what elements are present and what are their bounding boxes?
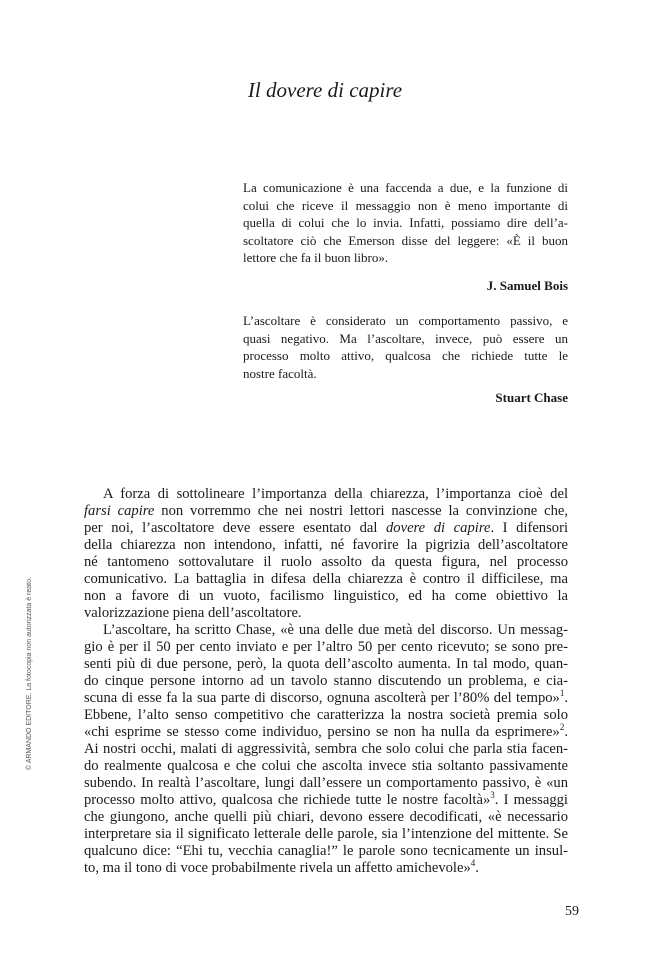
epigraph-line: L’ascoltare è considerato un comportamento passivo, e [243, 313, 568, 328]
text-segment: qualcuno dice: “Ehi tu, vecchia canaglia!” le parole sono tecnicamente un insul- [84, 843, 568, 859]
body-line [84, 758, 568, 775]
copyright-notice: © ARMANDO EDITORE. La fotocopia non autorizzata è reato. [26, 577, 33, 770]
text-segment: per noi, l’ascoltatore deve essere esentato dal [84, 520, 386, 536]
body-line [84, 537, 568, 554]
italic-text: farsi capire [84, 503, 155, 519]
text-segment: scuna di esse fa la sua parte di discorso, ognuna ascolterà per l’80% del tempo» [84, 690, 560, 706]
text-segment: valorizzazione piena dell’ascoltatore. [84, 605, 302, 621]
text-segment: «chi esprime se stesso come individuo, persino se non ha nulla da esprimere» [84, 724, 560, 740]
body-line [84, 571, 568, 588]
text-segment: Ebbene, l’alto senso competitivo che caratterizza la nostra società premia solo [84, 707, 568, 723]
italic-text: dovere di capire [386, 520, 491, 536]
text-segment: do realmente qualcosa e che colui che ascolta invece stia soltanto passivamente [84, 758, 568, 774]
text-segment: che giungono, anche quelli più chiari, devono essere decodificati, «è necessario [84, 809, 568, 825]
text-segment: senti più di due persone, però, la quota dell’ascolto aumenta. In tal modo, quan- [84, 656, 568, 672]
epigraph-line: lettore che fa il buon libro». [243, 250, 389, 266]
epigraph-2 [243, 312, 568, 382]
text-segment: L’ascoltare, ha scritto Chase, «è una delle due metà del discorso. Un messag- [103, 622, 568, 638]
body-line [84, 724, 568, 741]
footnote-marker: 3 [490, 790, 495, 801]
epigraph-line: La comunicazione è una faccenda a due, e la funzione di [243, 180, 568, 195]
text-segment: gio è per il 50 per cento inviato e per l’altro 50 per cento ricevuto; se sono pre- [84, 639, 568, 655]
epigraph-line: scoltatore ciò che Emerson disse del leggere: «È il buon [243, 232, 568, 248]
body-line [84, 486, 568, 503]
body-line [84, 588, 568, 605]
body-line [84, 622, 568, 639]
text-segment: . [564, 690, 568, 706]
text-segment: A forza di sottolineare l’importanza della chiarezza, l’importanza cioè del [103, 486, 568, 502]
body-line [84, 554, 568, 571]
epigraph-1-author: J. Samuel Bois [486, 278, 568, 293]
text-segment: . I difensori [490, 520, 568, 536]
page-number: 59 [565, 904, 579, 919]
epigraph-line: nostre facoltà. [243, 365, 317, 381]
text-segment: processo molto attivo, qualcosa che richiede tutte le nostre facoltà» [84, 792, 491, 808]
epigraph-line: quasi negativo. Ma l’ascoltare, invece, può essere un [243, 330, 568, 346]
body-text [84, 486, 568, 877]
body-line [84, 792, 568, 809]
body-line [84, 741, 568, 758]
body-line [84, 520, 568, 537]
text-segment: . [475, 860, 479, 876]
text-segment: to, ma il tono di voce probabilmente rivela un affetto amichevole» [84, 860, 471, 876]
body-line [84, 503, 568, 520]
text-segment: non a favore di un vuoto, facilismo linguistico, ed ha come obiettivo la [84, 588, 568, 604]
text-segment: della chiarezza non intendono, infatti, né favorire la pigrizia dell’ascoltatore [84, 537, 568, 553]
body-line [84, 605, 568, 622]
text-segment: né tantomeno sottovalutare il ruolo assolto da questa figura, nel processo [84, 554, 568, 570]
epigraph-line: processo molto attivo, qualcosa che richiede tutte le [243, 348, 568, 364]
epigraph-line: quella di colui che lo invia. Infatti, possiamo dire dell’a- [243, 215, 568, 231]
chapter-title: Il dovere di capire [247, 78, 403, 102]
epigraph-1 [243, 179, 568, 267]
text-segment: subendo. In realtà l’ascoltare, lungi dall’essere un comportamento passivo, è «un [84, 775, 568, 791]
footnote-marker: 2 [559, 722, 565, 733]
epigraph-line: colui che riceve il messaggio non è meno importante di [243, 197, 568, 213]
body-line [84, 826, 568, 843]
body-line [84, 673, 568, 690]
text-segment: . [564, 724, 568, 740]
body-line [84, 656, 568, 673]
footnote-marker: 4 [470, 858, 476, 869]
text-segment: interpretare sia il significato letterale delle parole, sia l’intenzione del mittente. Se [84, 826, 568, 842]
body-line [84, 690, 568, 707]
text-segment: Ai nostri occhi, malati di aggressività, sembra che solo colui che parla stia facen- [84, 741, 568, 757]
body-line [84, 860, 568, 877]
body-line [84, 707, 568, 724]
body-line [84, 639, 568, 656]
body-line [84, 809, 568, 826]
text-segment: non vorremmo che nei nostri lettori nascesse la convinzione che, [154, 503, 569, 519]
text-segment: . I messaggi [494, 792, 568, 808]
body-line [84, 775, 568, 792]
text-segment: do cinque persone intorno ad un tavolo stanno discutendo un problema, e cia- [84, 673, 568, 689]
footnote-marker: 1 [559, 688, 565, 699]
epigraph-2-author: Stuart Chase [495, 390, 568, 405]
text-segment: comunicativo. La battaglia in difesa della chiarezza è contro il difficilese, ma [84, 571, 568, 587]
body-line [84, 843, 568, 860]
